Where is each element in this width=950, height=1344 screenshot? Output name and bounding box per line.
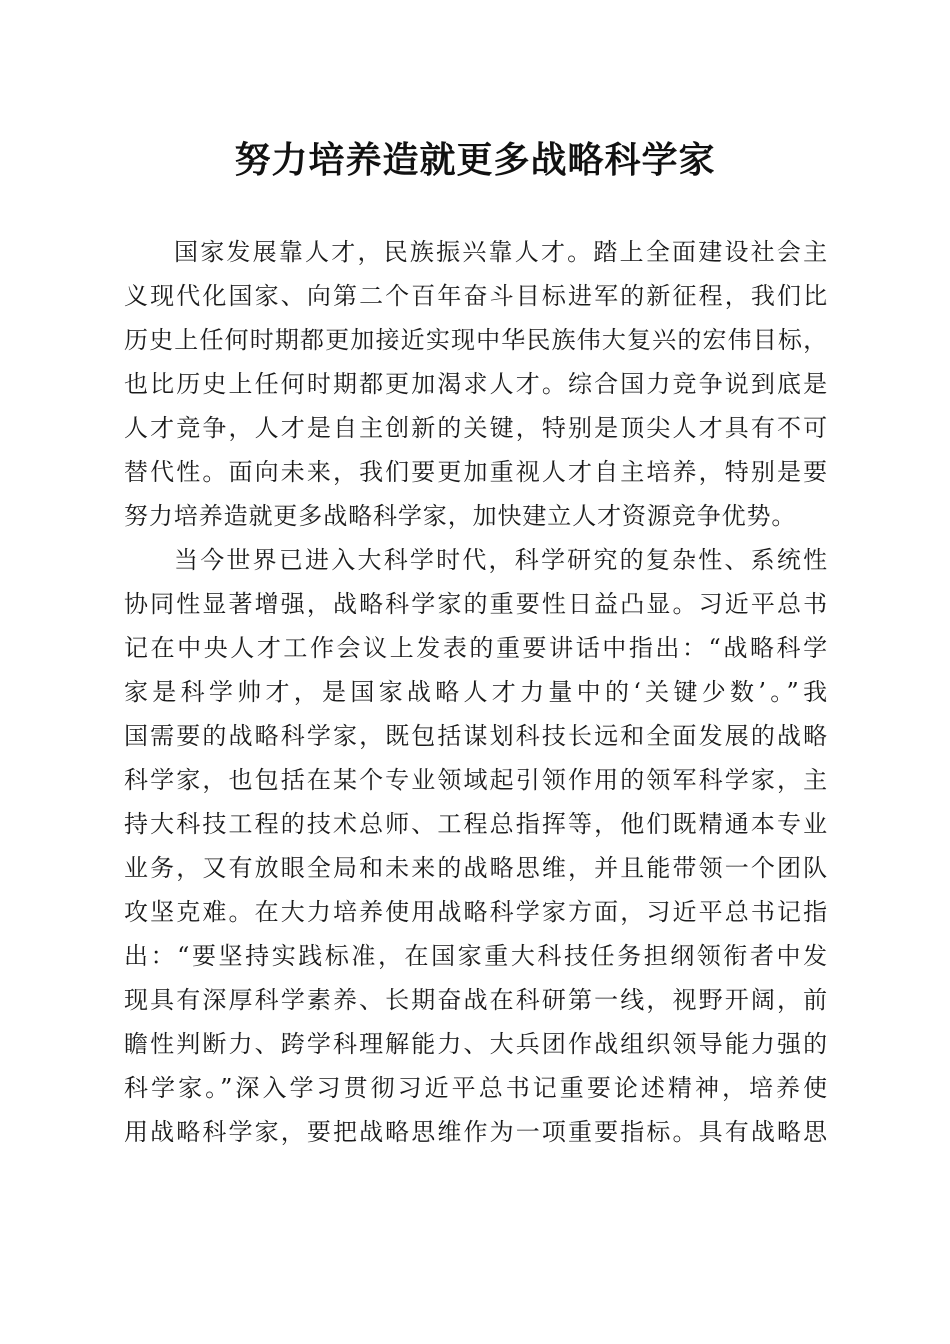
- paragraph-2-line-4: 家是科学帅才，是国家战略人才力量中的‘关键少数’。”我: [124, 678, 828, 706]
- document-body: [124, 230, 828, 1154]
- paragraph-2-line-7: 持大科技工程的技术总师、工程总指挥等，他们既精通本专业: [124, 810, 828, 838]
- paragraph-2-line-3: 记在中央人才工作会议上发表的重要讲话中指出：“战略科学: [124, 634, 828, 662]
- paragraph-1-line-2: 义现代化国家、向第二个百年奋斗目标进军的新征程，我们比: [124, 282, 828, 310]
- paragraph-2-line-2: 协同性显著增强，战略科学家的重要性日益凸显。习近平总书: [124, 590, 828, 618]
- paragraph-1-line-1: 国家发展靠人才，民族振兴靠人才。踏上全面建设社会主: [174, 238, 828, 266]
- document-title: 努力培养造就更多战略科学家: [234, 139, 716, 181]
- paragraph-2-line-13: 科学家。”深入学习贯彻习近平总书记重要论述精神，培养使: [124, 1074, 828, 1102]
- paragraph-2-line-14: 用战略科学家，要把战略思维作为一项重要指标。具有战略思: [124, 1118, 828, 1146]
- paragraph-1-line-3: 历史上任何时期都更加接近实现中华民族伟大复兴的宏伟目标，: [124, 326, 828, 354]
- paragraph-2-line-6: 科学家，也包括在某个专业领域起引领作用的领军科学家，主: [124, 766, 828, 794]
- paragraph-2-line-12: 瞻性判断力、跨学科理解能力、大兵团作战组织领导能力强的: [124, 1030, 828, 1058]
- paragraph-2-line-1: 当今世界已进入大科学时代，科学研究的复杂性、系统性: [174, 546, 828, 574]
- paragraph-2-line-10: 出：“要坚持实践标准，在国家重大科技任务担纲领衔者中发: [124, 942, 828, 970]
- paragraph-1-line-5: 人才竞争，人才是自主创新的关键，特别是顶尖人才具有不可: [124, 414, 828, 442]
- paragraph-1-line-4: 也比历史上任何时期都更加渴求人才。综合国力竞争说到底是: [124, 370, 828, 398]
- paragraph-2-line-8: 业务，又有放眼全局和未来的战略思维，并且能带领一个团队: [124, 854, 828, 882]
- paragraph-2-line-5: 国需要的战略科学家，既包括谋划科技长远和全面发展的战略: [124, 722, 828, 750]
- paragraph-1-line-7: 努力培养造就更多战略科学家，加快建立人才资源竞争优势。: [124, 502, 797, 530]
- paragraph-2-line-9: 攻坚克难。在大力培养使用战略科学家方面，习近平总书记指: [124, 898, 828, 926]
- paragraph-2-line-11: 现具有深厚科学素养、长期奋战在科研第一线，视野开阔，前: [124, 986, 828, 1014]
- paragraph-1-line-6: 替代性。面向未来，我们要更加重视人才自主培养，特别是要: [124, 458, 828, 486]
